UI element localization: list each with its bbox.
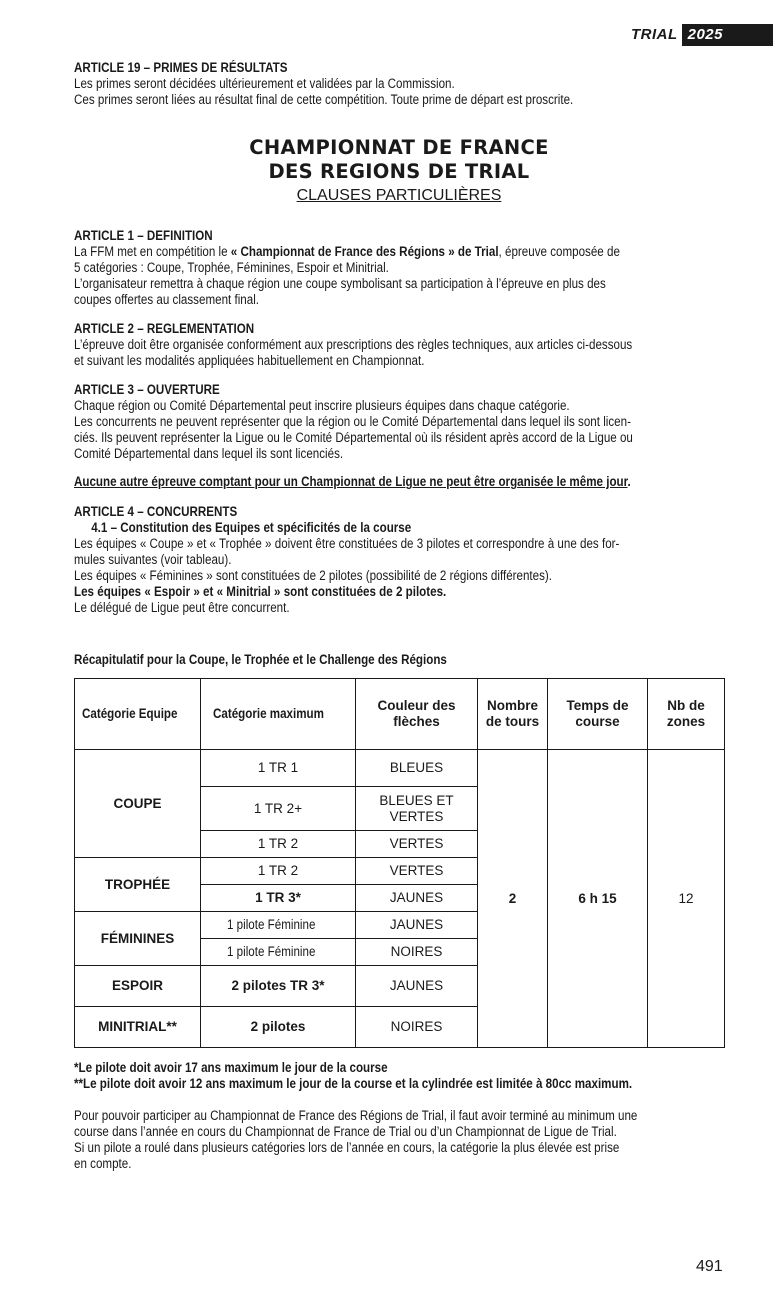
header-couleur-fleches: Couleur des flèches (356, 679, 478, 750)
cell-cat-coupe: COUPE (75, 750, 201, 858)
cell-max: 1 pilote Féminine (201, 939, 356, 966)
final-line-4: en compte. (74, 1156, 132, 1171)
cell-max: 2 pilotes TR 3* (201, 966, 356, 1007)
article-2-title: ARTICLE 2 – REGLEMENTATION (74, 321, 255, 336)
header-temps-course: Temps de course (548, 679, 648, 750)
cell-temps: 6 h 15 (548, 750, 648, 1048)
cell-color: VERTES (356, 858, 478, 885)
article-1-line-2: 5 catégories : Coupe, Trophée, Féminines, Espoir et Minitrial. (74, 260, 389, 275)
final-line-3: Si un pilote a roulé dans plusieurs catégories lors de l’année en cours, la catégorie la plus élevée est prise (74, 1140, 620, 1155)
cell-color: JAUNES (356, 912, 478, 939)
article-1 (74, 228, 724, 308)
header-categorie-equipe: Catégorie Equipe (75, 679, 201, 750)
cell-color: VERTES (356, 831, 478, 858)
section-tag-label: TRIAL (630, 26, 678, 43)
final-paragraph (74, 1108, 724, 1172)
article-1-text-c: , épreuve composée de (498, 244, 620, 259)
article-1-text-a: La FFM met en compétition le (74, 244, 231, 259)
cell-max: 1 TR 1 (201, 750, 356, 787)
cell-max: 1 TR 2+ (201, 787, 356, 831)
article-3-line-2: Les concurrents ne peuvent représenter que la région ou le Comité Départemental dans lequel ils sont licen- (74, 414, 631, 429)
cell-max: 1 pilote Féminine (201, 912, 356, 939)
article-4 (74, 504, 724, 616)
note-2: **Le pilote doit avoir 12 ans maximum le jour de la course et la cylindrée est limitée à 80cc maximum. (74, 1076, 633, 1091)
cell-color: JAUNES (356, 966, 478, 1007)
article-4-line-1: Les équipes « Coupe » et « Trophée » doivent être constituées de 3 pilotes et correspondre à une des for- (74, 536, 620, 551)
cell-max: 1 TR 2 (201, 831, 356, 858)
main-title (74, 136, 724, 206)
article-1-title: ARTICLE 1 – DEFINITION (74, 228, 213, 243)
section-tag-year: 2025 (682, 24, 773, 46)
article-19 (74, 60, 724, 108)
main-subtitle: CLAUSES PARTICULIÈRES (296, 187, 502, 204)
article-3-line-1: Chaque région ou Comité Départemental peut inscrire plusieurs équipes dans chaque catégorie. (74, 398, 570, 413)
article-19-line-1: Les primes seront décidées ultérieurement et validées par la Commission. (74, 76, 455, 91)
article-1-line-1 (74, 244, 725, 260)
article-4-subtitle: 4.1 – Constitution des Equipes et spécificités de la course (91, 520, 412, 535)
header-nombre-tours: Nombre de tours (478, 679, 548, 750)
article-1-line-4: coupes offertes au classement final. (74, 292, 260, 307)
cell-cat-trophee: TROPHÉE (75, 858, 201, 912)
page-content (74, 60, 724, 1172)
cell-max: 2 pilotes (201, 1007, 356, 1048)
cell-color: BLEUES (356, 750, 478, 787)
article-19-line-2: Ces primes seront liées au résultat final de cette compétition. Toute prime de départ est proscrite. (74, 92, 574, 107)
cell-color: NOIRES (356, 939, 478, 966)
final-line-2: course dans l’année en cours du Championnat de France de Trial ou d’un Championnat de Ligue de Trial. (74, 1124, 617, 1139)
recap-table (74, 678, 725, 1048)
table-caption: Récapitulatif pour la Coupe, le Trophée et le Challenge des Régions (74, 652, 447, 667)
header-categorie-maximum: Catégorie maximum (201, 679, 356, 750)
cell-color: BLEUES ET VERTES (356, 787, 478, 831)
table-header-row (75, 679, 725, 750)
article-1-text-bold: « Championnat de France des Régions » de Trial (230, 244, 499, 259)
page-number: 491 (696, 1258, 723, 1275)
article-3-line-4: Comité Départemental dans lequel ils sont licenciés. (74, 446, 344, 461)
article-3-title: ARTICLE 3 – OUVERTURE (74, 382, 220, 397)
article-3-notice-text: Aucune autre épreuve comptant pour un Championnat de Ligue ne peut être organisée le même jour (74, 474, 628, 489)
cell-color: JAUNES (356, 885, 478, 912)
cell-tours: 2 (478, 750, 548, 1048)
article-4-line-5: Le délégué de Ligue peut être concurrent. (74, 600, 290, 615)
cell-cat-minitrial: MINITRIAL** (75, 1007, 201, 1048)
note-1: *Le pilote doit avoir 17 ans maximum le jour de la course (74, 1060, 388, 1075)
article-4-title: ARTICLE 4 – CONCURRENTS (74, 504, 238, 519)
cell-color: NOIRES (356, 1007, 478, 1048)
final-line-1: Pour pouvoir participer au Championnat de France des Régions de Trial, il faut avoir terminé au minimum une (74, 1108, 638, 1123)
cell-cat-espoir: ESPOIR (75, 966, 201, 1007)
main-title-line-1: CHAMPIONNAT DE FRANCE (249, 136, 549, 159)
article-4-line-4: Les équipes « Espoir » et « Minitrial » sont constituées de 2 pilotes. (74, 584, 447, 599)
article-2-line-2: et suivant les modalités appliquées habituellement en Championnat. (74, 353, 425, 368)
article-3-notice (74, 474, 725, 490)
table-row (75, 750, 725, 787)
cell-max: 1 TR 2 (201, 858, 356, 885)
article-3-notice-end: . (627, 474, 631, 489)
article-2-line-1: L’épreuve doit être organisée conformément aux prescriptions des règles techniques, aux articles ci-dessous (74, 337, 633, 352)
cell-cat-feminines: FÉMININES (75, 912, 201, 966)
article-4-line-2: mules suivantes (voir tableau). (74, 552, 232, 567)
header-nb-zones: Nb de zones (648, 679, 725, 750)
article-3-line-3: ciés. Ils peuvent représenter la Ligue ou le Comité Départemental où ils résident après accord de la Ligue ou (74, 430, 633, 445)
table-notes (74, 1060, 724, 1092)
main-title-line-2: DES REGIONS DE TRIAL (268, 160, 530, 183)
section-tag (631, 24, 773, 46)
article-19-title: ARTICLE 19 – PRIMES DE RÉSULTATS (74, 60, 288, 75)
article-1-line-3: L’organisateur remettra à chaque région une coupe symbolisant sa participation à l’épreuve en plus des (74, 276, 606, 291)
article-3 (74, 382, 724, 490)
article-2 (74, 321, 724, 369)
cell-max: 1 TR 3* (201, 885, 356, 912)
article-4-line-3: Les équipes « Féminines » sont constituées de 2 pilotes (possibilité de 2 régions différentes). (74, 568, 553, 583)
cell-zones: 12 (648, 750, 725, 1048)
